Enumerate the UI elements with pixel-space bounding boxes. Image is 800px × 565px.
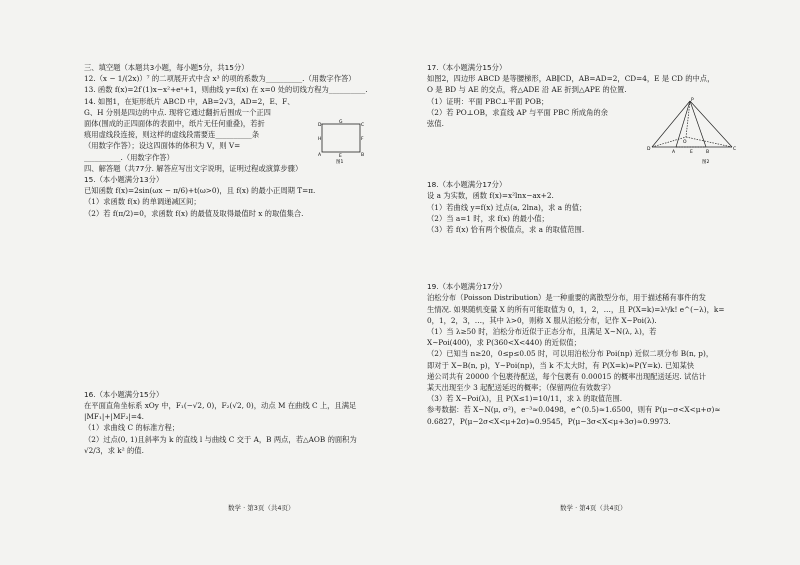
vertex-label-e: E (339, 154, 342, 159)
vertex-label-c2: C (733, 147, 737, 152)
vertex-label-h: H (318, 137, 322, 142)
question-19-header: 19.（本小题满分17分） (427, 282, 507, 292)
question-18-stem: 设 a 为实数，函数 f(x)=x²lnx−ax+2. (427, 191, 554, 201)
vertex-label-o: O (683, 140, 687, 145)
question-19-part-2: （2）已知当 n≥20，0≤p≤0.05 时，可以用泊松分布 Poi(np) 近似二项分布 B(n, p)， (427, 349, 714, 359)
vertex-label-a2: A (672, 150, 676, 155)
question-13: 13. 函数 f(x)=2f′(1)x−x²+eˣ+1，则曲线 y=f(x) 在 x=0 处的切线方程为__________. (84, 85, 368, 95)
question-19-reference-1: 参考数据：若 X~N(μ, σ²)，e⁻³≈0.0498，e^(0.5)≈1.6500，则有 P(μ−σ<X<μ+σ)≈ (427, 405, 721, 415)
answer-section-title: 四、解答题（共77分. 解答应写出文字说明，证明过程或演算步骤） (84, 163, 303, 173)
question-14-line-5: （用数字作答）；设这四面体的体积为 V，则 V= (84, 141, 241, 151)
question-14-line-2: G、H 分别是四边的中点. 现将它通过翻折后围成一个正四 (84, 107, 271, 117)
question-17-stem-1: 如图2，四边形 ABCD 是等腰梯形，AB∥CD，AB=AD=2，CD=4，E 是 CD 的中点， (427, 74, 715, 84)
question-16-part-1: （1）求曲线 C 的标准方程； (84, 423, 180, 433)
vertex-label-b2: B (706, 150, 710, 155)
question-19-part-2-cont-1: 即对于 X~B(n, p)，Y~Poi(np)，当 k 不太大时，有 P(X=k)≈P(Y=k). 已知某快 (427, 360, 695, 370)
question-14-line-4: 痕用虚线段连接，则这样的虚线段需要连__________条 (84, 130, 260, 140)
question-18-header: 18.（本小题满分17分） (427, 180, 507, 190)
vertex-label-b: B (361, 153, 365, 158)
question-15-header: 15.（本小题满分13分） (84, 175, 164, 185)
question-15-part-2: （2）若 f(π/2)=0，求函数 f(x) 的最值及取得最值时 x 的取值集合. (84, 208, 304, 218)
question-19-part-1-cont: X~Poi(400)，求 P(360<X<440) 的近似值； (427, 338, 581, 348)
question-17-part-1: （1）证明：平面 PBC⊥平面 POB； (427, 96, 549, 106)
question-18-part-3: （3）若 f(x) 恰有两个极值点，求 a 的取值范围. (427, 225, 585, 235)
question-19-reference-2: 0.6827，P(μ−2σ<X<μ+2σ)≈0.9545，P(μ−3σ<X<μ+3σ)≈0.9973. (427, 416, 671, 426)
figure-1-rectangle (318, 118, 364, 164)
question-19-line-1: 泊松分布（Poisson Distribution）是一种重要的离散型分布，用于描述稀有事件的发 (427, 293, 706, 303)
figure-2-label: 图2 (702, 160, 710, 165)
question-19-part-1: （1）当 λ≥50 时，泊松分布近似于正态分布，且满足 X~N(λ, λ)，若 (427, 327, 657, 337)
question-18-part-1: （1）若曲线 y=f(x) 过点(a, 2lna)，求 a 的值； (427, 202, 587, 212)
question-16-condition: |MF₁|+|MF₂|=4. (84, 412, 144, 422)
vertex-label-c: C (361, 123, 365, 128)
vertex-label-a: A (318, 153, 322, 158)
question-16-stem: 在平面直角坐标系 xOy 中，F₁(−√2, 0)，F₂(√2, 0)，动点 M 在曲线 C 上，且满足 (84, 401, 357, 411)
question-19-part-2-cont-3: 某天出现至少 3 起配送延迟的概率；（保留两位有效数字） (427, 383, 616, 393)
fill-blank-section-title: 三、填空题（本题共3小题，每小题5分，共15分） (84, 63, 249, 72)
vertex-label-g: G (339, 120, 343, 125)
question-14-line-3: 面体(围成的正四面体的表面中，纸片无任何重叠)，若折 (84, 119, 265, 129)
vertex-label-e2: E (690, 150, 693, 155)
question-16-part-2: （2）过点(0, 1)且斜率为 k 的直线 l 与曲线 C 交于 A，B 两点，若△AOB 的面积为 (84, 434, 357, 444)
vertex-label-f: F (361, 137, 364, 142)
question-17-part-2-cont: 弦值. (427, 119, 444, 129)
page-3-footer: 数学 · 第3页（共4页） (228, 504, 295, 512)
question-19-line-3: 0，1，2，3，…，其中 λ>0，则称 X 服从泊松分布，记作 X~Poi(λ). (427, 315, 657, 325)
vertex-label-d2: D (647, 147, 651, 152)
question-12: 12.（x − 1/(2x)）⁷ 的二项展开式中含 x³ 的项的系数为__________.（用数字作答） (84, 74, 356, 84)
question-15-stem: 已知函数 f(x)=2sin(ωx − π/6)+t(ω>0)，且 f(x) 的最小正周期 T=π. (84, 186, 316, 196)
vertex-label-p: P (691, 98, 694, 103)
page-4-footer: 数学 · 第4页（共4页） (560, 504, 627, 512)
question-14-line-1: 14. 如图1，在矩形纸片 ABCD 中，AB=2√3，AD=2，E、F、 (84, 96, 295, 106)
question-19-line-2: 生情况. 如果随机变量 X 的所有可能取值为 0，1，2，…，且 P(X=k)=λᵏ/k! e^(−λ)，k= (427, 304, 725, 314)
question-14-line-6: __________.（用数字作答） (84, 152, 174, 162)
question-16-header: 16.（本小题满分15分） (84, 389, 164, 399)
question-19-part-3: （3）若 X~Poi(λ)，且 P(X≤1)=10/11，求 λ 的取值范围. (427, 394, 623, 404)
question-19-part-2-cont-2: 递公司共有 20000 个包裹待配送，每个包裹有 0.00015 的概率出现配送延迟. 试估计 (427, 371, 706, 381)
question-15-part-1: （1）求函数 f(x) 的单调递减区间； (84, 197, 201, 207)
question-17-stem-2: O 是 BD 与 AE 的交点，将△ADE 沿 AE 折到△APE 的位置. (427, 85, 627, 95)
vertex-label-d: D (318, 123, 322, 128)
figure-2-solid (646, 95, 738, 165)
question-16-part-2-cont: √2/3，求 k² 的值. (84, 445, 144, 455)
question-18-part-2: （2）当 a=1 时，求 f(x) 的最小值； (427, 213, 549, 223)
question-17-header: 17.（本小题满分15分） (427, 63, 507, 72)
question-17-part-2: （2）若 PO⊥OB，求直线 AP 与平面 PBC 所成角的余 (427, 107, 608, 117)
figure-1-label: 图1 (336, 160, 344, 165)
